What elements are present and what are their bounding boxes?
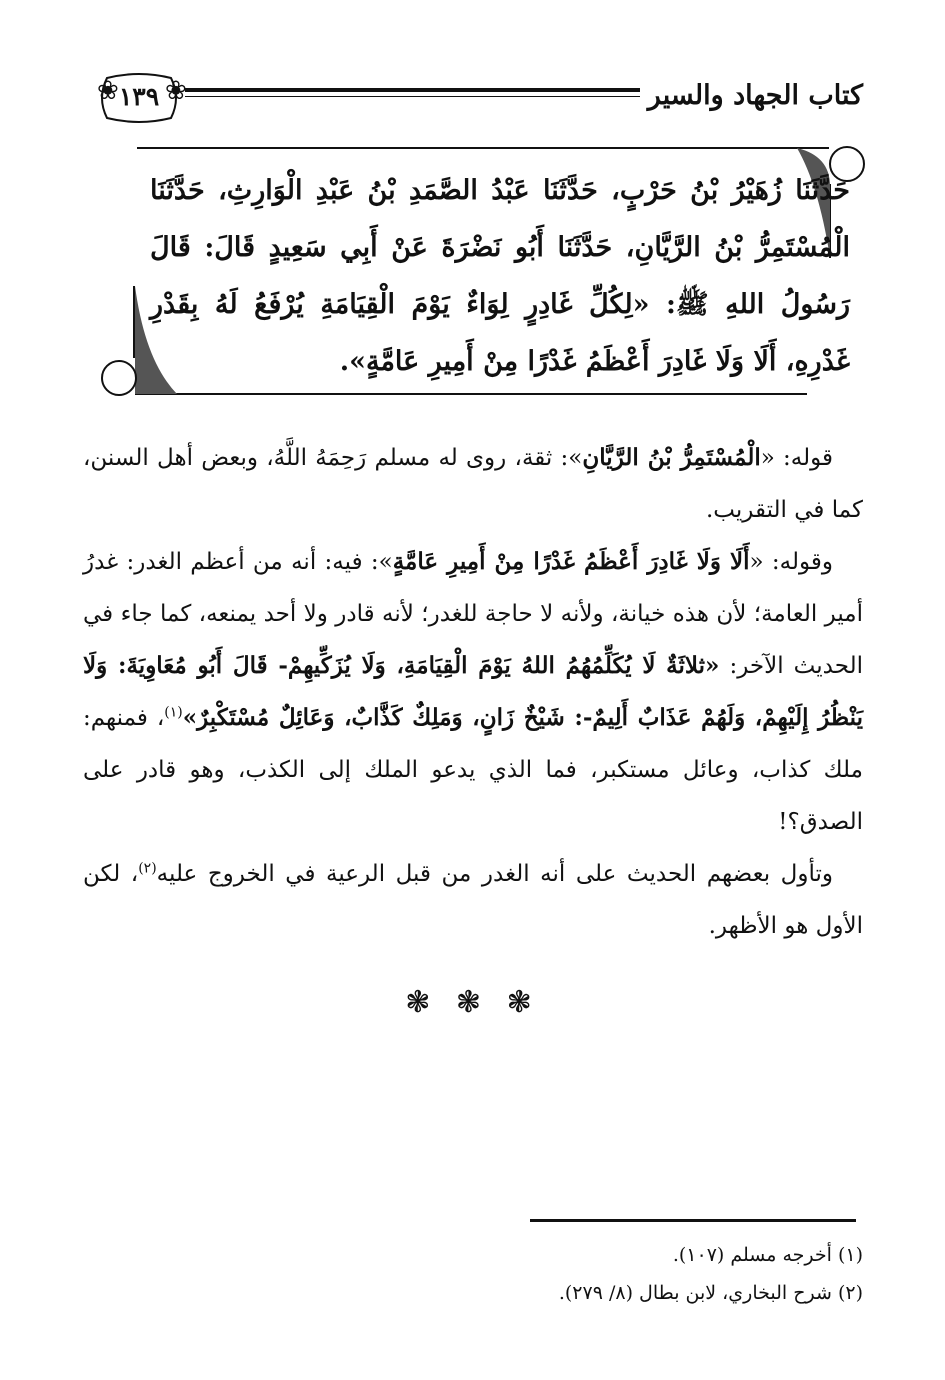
commentary-text: وتأول بعضهم الحديث على أنه الغدر من قبل الرعية في الخروج عليه: [156, 861, 833, 887]
flourish-left-icon: ❀: [97, 76, 119, 106]
commentary-text: »: فيه: أنه من أعظم الغدر: غدرُ أمير العامة؛ لأن هذه خيانة، ولأنه لا حاجة للغدر؛ لأنه قادر ولا أحد يمنعه، كما جاء في الحديث الآخر:: [83, 549, 863, 679]
commentary-text: ، لكن الأول هو الأظهر.: [83, 861, 863, 939]
page-header: [0, 0, 945, 140]
commentary-paragraph: [83, 848, 863, 952]
footnotes: [83, 1236, 863, 1312]
header-rule: [185, 88, 640, 97]
footnote-reference[interactable]: (١): [164, 704, 183, 721]
commentary-prefix: قوله: «: [760, 445, 834, 471]
footnote-reference[interactable]: (٢): [138, 860, 157, 877]
commentary-paragraph: [83, 536, 863, 848]
commentary: [83, 432, 863, 952]
footnote: (٢) شرح البخاري، لابن بطال (٨/ ٢٧٩).: [558, 1282, 863, 1304]
book-title: كتاب الجهاد والسير: [647, 80, 863, 111]
commentary-paragraph: [83, 432, 863, 536]
commentary-quote: الْمُسْتَمِرُّ بْنُ الرَّيَّانِ: [582, 444, 761, 471]
commentary-quote: أَلَا وَلَا غَادِرَ أَعْظَمُ غَدْرًا مِنْ أَمِيرِ عَامَّةٍ: [392, 548, 750, 575]
section-separator-icon: ❃ ❃ ❃: [405, 985, 540, 1020]
hadith-text: حَدَّثَنَا زُهَيْرُ بْنُ حَرْبٍ، حَدَّثَنَا عَبْدُ الصَّمَدِ بْنُ عَبْدِ الْوَارِثِ، حَدَّثَنَا الْمُسْتَمِرُّ بْنُ الرَّيَّانِ، حَدَّثَنَا أَبُو نَضْرَةَ عَنْ أَبِي سَعِيدٍ قَالَ: قَالَ رَسُولُ اللهِ ﷺ: «لِكُلِّ غَادِرٍ لِوَاءٌ يَوْمَ الْقِيَامَةِ يُرْفَعُ لَهُ بِقَدْرِ غَدْرِهِ، أَلَا وَلَا غَادِرَ أَعْظَمُ غَدْرًا مِنْ أَمِيرِ عَامَّةٍ».: [150, 175, 850, 377]
page-number: ١٣٩: [118, 82, 160, 111]
commentary-text: ، فمنهم: ملك كذاب، وعائل مستكبر، فما الذي يدعو الملك إلى الكذب، وهو قادر على الصدق؟!: [83, 705, 863, 835]
commentary-quote: «ثلاثَةٌ لَا يُكَلِّمُهُمُ اللهُ يَوْمَ الْقِيَامَةِ، وَلَا يُزَكِّيهِمْ- قَالَ أَبُو مُعَاوِيَةَ: وَلَا يَنْظُرُ إِلَيْهِمْ، وَلَهُمْ عَذَابٌ أَلِيمٌ-: شَيْخٌ زَانٍ، وَمَلِكٌ كَذَّابٌ، وَعَائِلٌ مُسْتَكْبِرٌ»: [83, 652, 863, 731]
flourish-right-icon: ❀: [165, 76, 187, 106]
footnote-rule: [530, 1219, 856, 1222]
commentary-prefix: وقوله: «: [749, 549, 833, 575]
footnote: (١) أخرجه مسلم (١٠٧).: [672, 1244, 863, 1266]
commentary-text: »: ثقة، روى له مسلم رَحِمَهُ اللَّهُ، وبعض أهل السنن، كما في التقريب.: [83, 445, 863, 523]
